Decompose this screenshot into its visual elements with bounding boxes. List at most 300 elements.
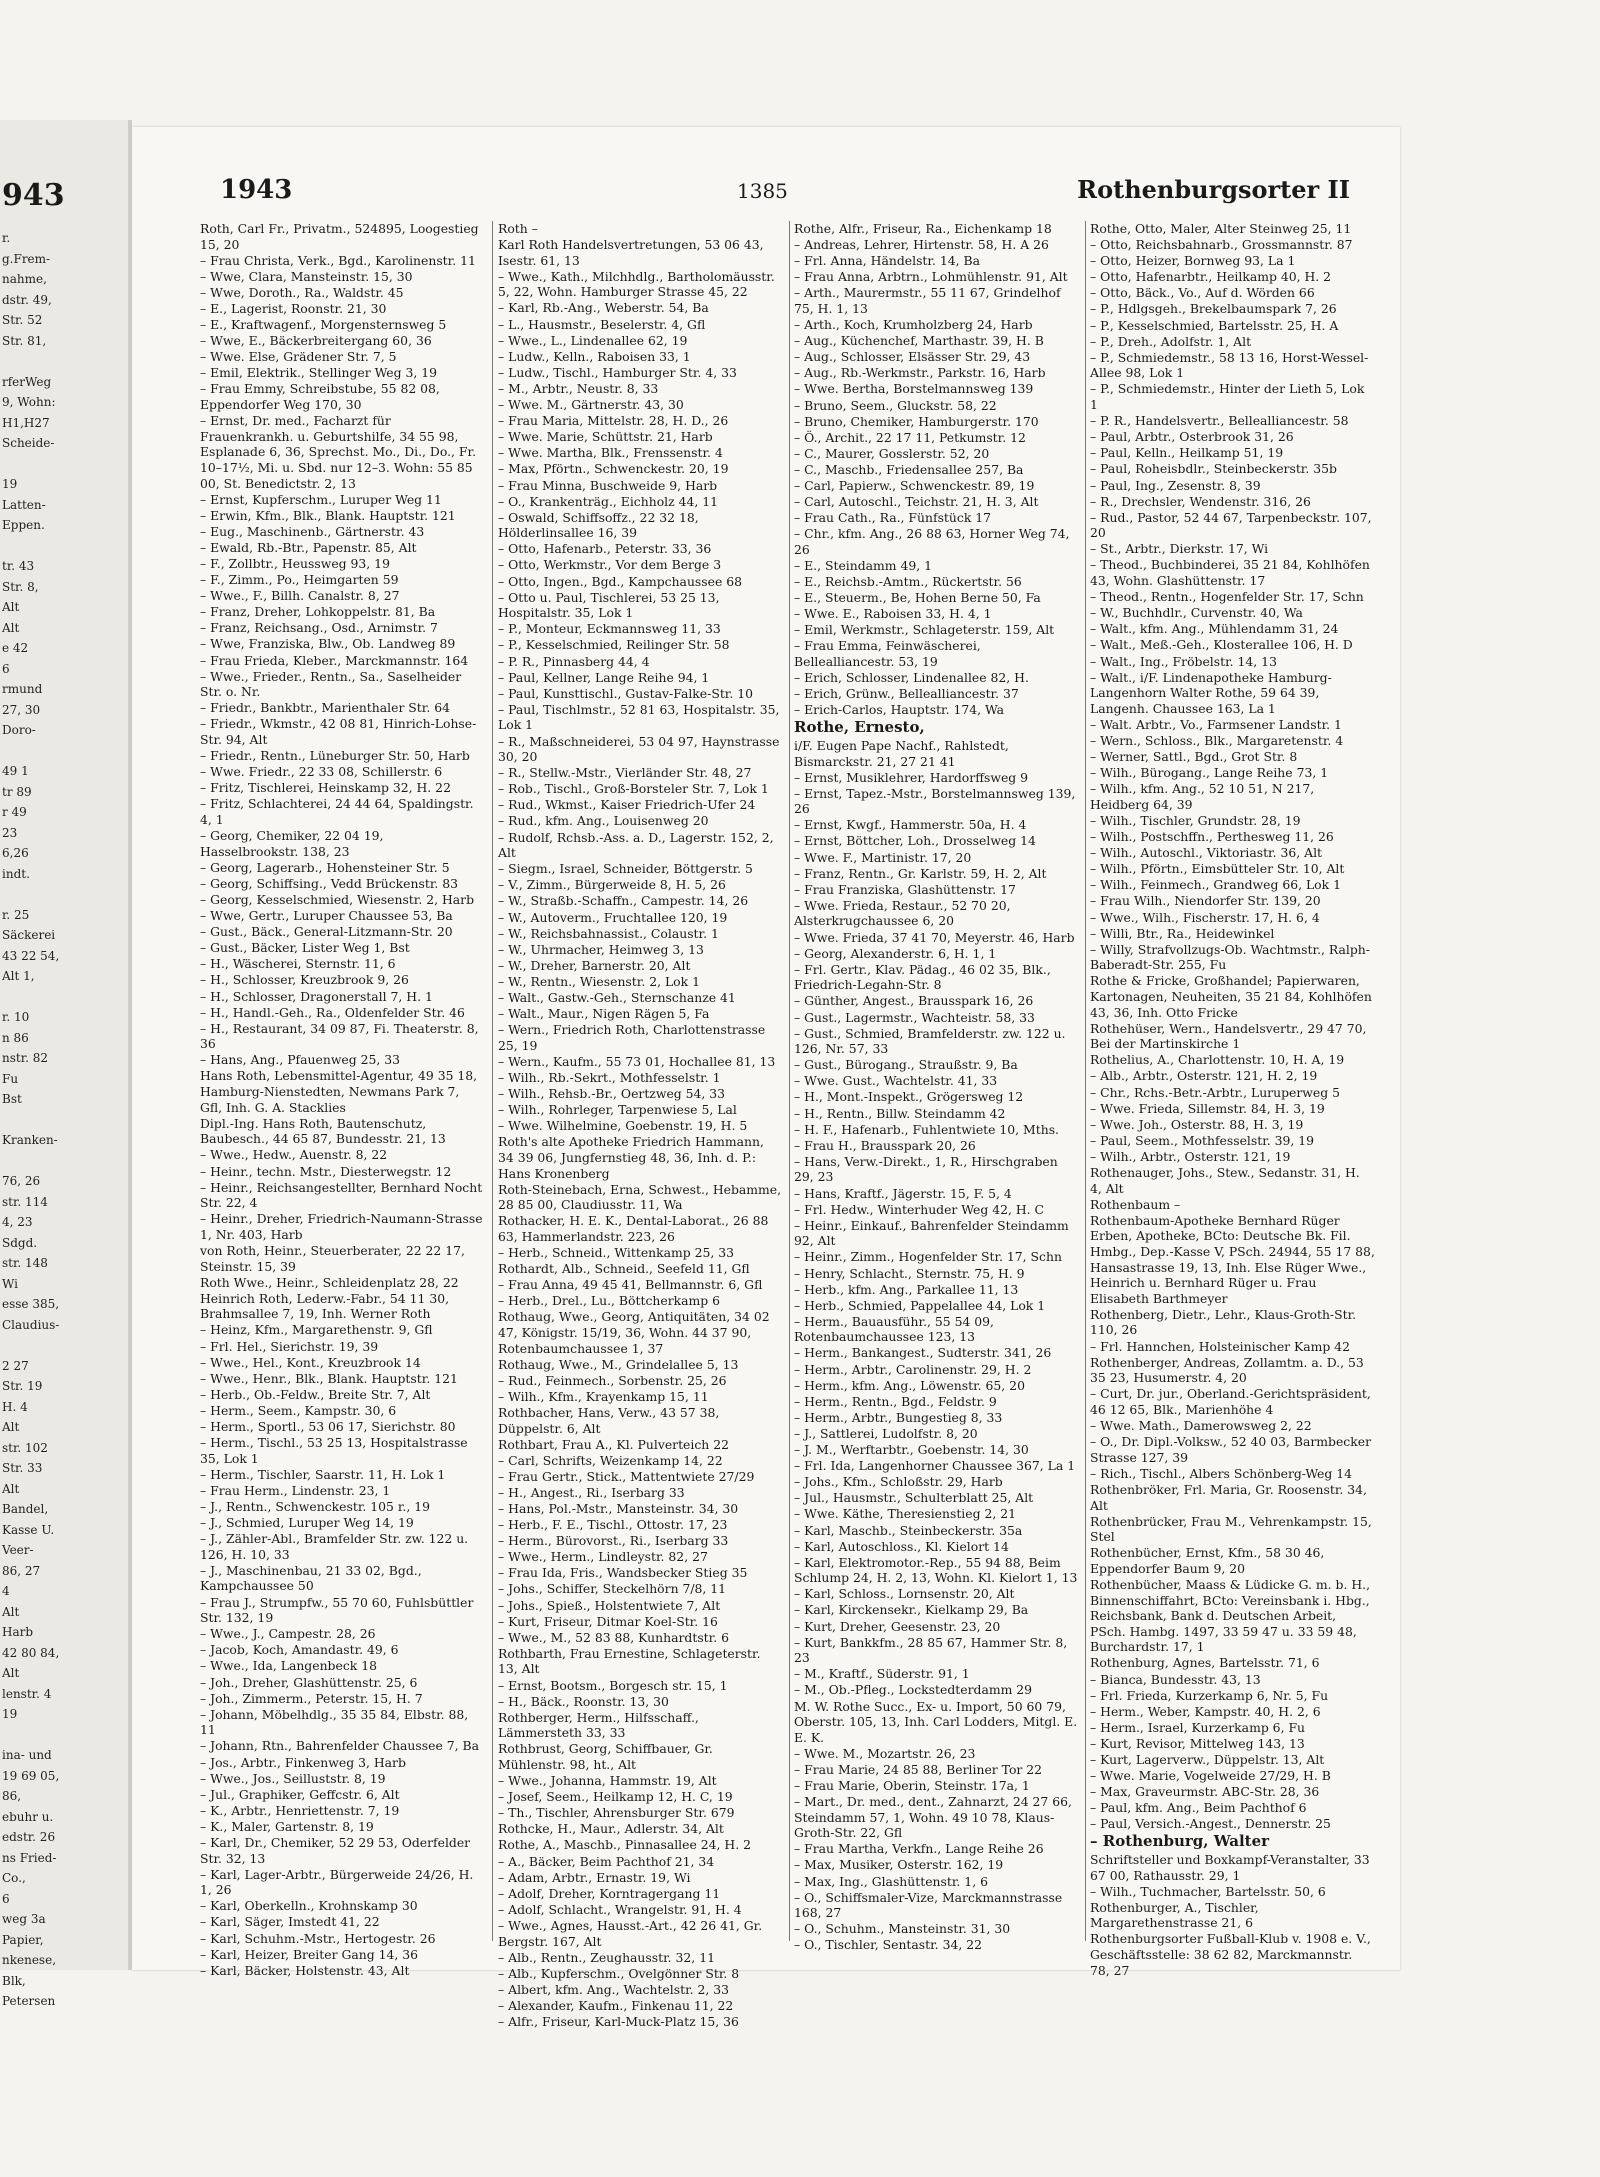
directory-entry: – Wilh., Postschffn., Perthesweg 11, 26 bbox=[1090, 829, 1334, 845]
directory-entry: – Adam, Arbtr., Ernastr. 19, Wi bbox=[498, 1869, 691, 1885]
facing-page-line bbox=[2, 454, 59, 475]
directory-entry: – Frau Cath., Ra., Fünfstück 17 bbox=[794, 510, 992, 526]
directory-entry: – Wwe, Gertr., Luruper Chaussee 53, Ba bbox=[200, 908, 453, 924]
column-3 bbox=[794, 221, 1079, 1953]
directory-entry: – Wilh., kfm. Ang., 52 10 51, N 217, Heidberg 64, 39 bbox=[1090, 781, 1315, 812]
directory-entry: – Friedr., Rentn., Lüneburger Str. 50, Harb bbox=[200, 748, 470, 764]
directory-entry: – Otto, Bäck., Vo., Auf d. Wörden 66 bbox=[1090, 285, 1315, 301]
directory-entry: – Alexander, Kaufm., Finkenau 11, 22 bbox=[498, 1997, 734, 2013]
directory-entry: – Max, Graveurmstr. ABC-Str. 28, 36 bbox=[1090, 1784, 1320, 1800]
directory-entry: – Karl, Lager-Arbtr., Bürgerweide 24/26, H. 1, 26 bbox=[200, 1866, 474, 1898]
directory-entry: – Karl, Heizer, Breiter Gang 14, 36 bbox=[200, 1946, 418, 1962]
facing-page-line: Alt bbox=[2, 1666, 20, 1680]
facing-page-line: str. 114 bbox=[2, 1194, 48, 1209]
directory-entry: – H., Schlosser, Kreuzbrook 9, 26 bbox=[200, 972, 409, 988]
facing-page-line: Alt bbox=[2, 1420, 20, 1434]
column-rule bbox=[1085, 221, 1086, 1941]
directory-entry: – Karl, Autoschloss., Kl. Kielort 14 bbox=[794, 1538, 1009, 1554]
directory-entry: – Wwe., Kath., Milchhdlg., Bartholomäusstr. 5, 22, Wohn. Hamburger Strasse 45, 22 bbox=[498, 268, 775, 300]
directory-entry: – Hans, Kraftf., Jägerstr. 15, F. 5, 4 bbox=[794, 1185, 1012, 1201]
directory-entry: – Johann, Rtn., Bahrenfelder Chaussee 7, Ba bbox=[200, 1738, 479, 1754]
directory-entry: – Gust., Bürogang., Straußstr. 9, Ba bbox=[794, 1057, 1018, 1073]
facing-page-line: tr 89 bbox=[2, 784, 32, 799]
directory-entry: – Herb., F. E., Tischl., Ottostr. 17, 23 bbox=[498, 1517, 728, 1533]
directory-entry: – P., Schmiedemstr., Hinter der Lieth 5, Lok 1 bbox=[1090, 381, 1365, 413]
facing-page-line: Veer- bbox=[2, 1543, 34, 1557]
directory-entry: – Herm., Israel, Kurzerkamp 6, Fu bbox=[1090, 1719, 1306, 1735]
directory-entry: – Frl. Anna, Händelstr. 14, Ba bbox=[794, 253, 980, 269]
directory-entry: – Paul, Kelln., Heilkamp 51, 19 bbox=[1090, 445, 1284, 461]
directory-entry: – Gust., Lagermstr., Wachteistr. 58, 33 bbox=[794, 1009, 1035, 1025]
directory-entry: – F., Zimm., Po., Heimgarten 59 bbox=[200, 572, 399, 588]
directory-entry: – Gust., Schmied, Bramfelderstr. zw. 122 u. 126, Nr. 57, 33 bbox=[794, 1025, 1066, 1057]
facing-page-line: rferWeg bbox=[2, 374, 52, 389]
directory-entry: – Rud., Feinmech., Sorbenstr. 25, 26 bbox=[498, 1372, 727, 1388]
directory-entry: – Theod., Rentn., Hogenfelder Str. 17, Schn bbox=[1090, 589, 1364, 605]
directory-entry: Rothe, Ernesto, bbox=[794, 718, 925, 737]
directory-entry: – Wwe., M., 52 83 88, Kunhardtstr. 6 bbox=[498, 1629, 729, 1645]
directory-entry: – W., Reichsbahnassist., Colaustr. 1 bbox=[498, 925, 719, 941]
directory-entry: – H. F., Hafenarb., Fuhlentwiete 10, Mths. bbox=[794, 1121, 1059, 1137]
running-title: Rothenburgsorter II bbox=[1077, 175, 1350, 204]
directory-entry: – Josef, Seem., Heilkamp 12, H. C, 19 bbox=[498, 1789, 733, 1805]
directory-entry: – H., Bäck., Roonstr. 13, 30 bbox=[498, 1693, 669, 1709]
directory-entry: – Emil, Werkmstr., Schlageterstr. 159, Alt bbox=[794, 622, 1055, 638]
directory-entry: – Karl, Schuhm.-Mstr., Hertogestr. 26 bbox=[200, 1930, 436, 1946]
facing-page-line: indt. bbox=[2, 866, 30, 881]
directory-entry: – Wwe. Math., Damerowsweg 2, 22 bbox=[1090, 1418, 1312, 1434]
directory-entry: – E., Steindamm 49, 1 bbox=[794, 557, 933, 573]
directory-entry: – Kurt, Dreher, Geesenstr. 23, 20 bbox=[794, 1618, 1001, 1634]
facing-page-line: e 42 bbox=[2, 641, 29, 655]
directory-entry: – Frau Gertr., Stick., Mattentwiete 27/29 bbox=[498, 1468, 755, 1484]
directory-entry: Rothardt, Alb., Schneid., Seefeld 11, Gfl bbox=[498, 1261, 750, 1277]
directory-entry: – Wilh., Arbtr., Osterstr. 121, 19 bbox=[1090, 1148, 1291, 1164]
facing-page-line: Alt bbox=[2, 1481, 20, 1496]
directory-entry: – Herm., Sportl., 53 06 17, Sierichstr. 80 bbox=[200, 1419, 456, 1435]
directory-entry: – Joh., Zimmerm., Peterstr. 15, H. 7 bbox=[200, 1690, 423, 1706]
directory-entry: – Friedr., Bankbtr., Marienthaler Str. 64 bbox=[200, 700, 450, 716]
facing-page-line: 23 bbox=[2, 825, 18, 840]
facing-page-line: Eppen. bbox=[2, 518, 45, 532]
directory-entry: – Aug., Schlosser, Elsässer Str. 29, 43 bbox=[794, 349, 1031, 365]
directory-entry: – Andreas, Lehrer, Hirtenstr. 58, H. A 26 bbox=[794, 237, 1049, 253]
directory-entry: Rothaug, Wwe., Georg, Antiquitäten, 34 02 47, Königstr. 15/19, 36, Wohn. 44 37 90, Rotenbaumchaussee 1, 37 bbox=[498, 1309, 770, 1356]
directory-entry: – Alb., Arbtr., Osterstr. 121, H. 2, 19 bbox=[1090, 1068, 1318, 1084]
facing-page-line: Latten- bbox=[2, 497, 46, 512]
directory-entry: Rothenbücher, Ernst, Kfm., 58 30 46, Eppendorfer Baum 9, 20 bbox=[1090, 1545, 1325, 1576]
directory-entry: – Otto, Heizer, Bornweg 93, La 1 bbox=[1090, 253, 1296, 269]
directory-entry: – Herm., Rentn., Bgd., Feldstr. 9 bbox=[794, 1393, 997, 1409]
facing-page-line: Säckerei bbox=[2, 928, 56, 942]
directory-entry: – Wwe., F., Billh. Canalstr. 8, 27 bbox=[200, 588, 400, 604]
directory-entry: – Paul, kfm. Ang., Beim Pachthof 6 bbox=[1090, 1800, 1307, 1816]
facing-page-line bbox=[2, 1110, 59, 1131]
facing-page-line: tr. 43 bbox=[2, 559, 35, 573]
directory-entry: – Jacob, Koch, Amandastr. 49, 6 bbox=[200, 1642, 399, 1658]
facing-page-line: edstr. 26 bbox=[2, 1830, 56, 1844]
facing-page-line: rmund bbox=[2, 682, 43, 696]
directory-entry: – Otto, Hafenarb., Peterstr. 33, 36 bbox=[498, 541, 712, 557]
directory-entry: – W., Straßb.-Schaffn., Campestr. 14, 26 bbox=[498, 893, 749, 909]
facing-page-line: 49 1 bbox=[2, 764, 29, 778]
directory-entry: – Frau Emmy, Schreibstube, 55 82 08, Eppendorfer Weg 170, 30 bbox=[200, 381, 440, 413]
directory-entry: – Aug., Rb.-Werkmstr., Parkstr. 16, Harb bbox=[794, 365, 1046, 381]
directory-entry: Roth-Steinebach, Erna, Schwest., Hebamme, 28 85 00, Claudiusstr. 11, Wa bbox=[498, 1181, 782, 1213]
facing-page-line: Blk, bbox=[2, 1973, 26, 1988]
directory-entry: Rothacker, H. E. K., Dental-Laborat., 26 88 63, Hammerlandstr. 223, 26 bbox=[498, 1213, 769, 1244]
directory-entry: – M., Arbtr., Neustr. 8, 33 bbox=[498, 380, 659, 396]
directory-entry: – Frau Emma, Feinwäscherei, Bellealliancestr. 53, 19 bbox=[794, 638, 981, 670]
facing-page-line: Str. 19 bbox=[2, 1379, 43, 1393]
directory-entry: – Herb., kfm. Ang., Parkallee 11, 13 bbox=[794, 1281, 1019, 1297]
facing-page-line: Harb bbox=[2, 1625, 34, 1639]
directory-entry: – Wwe., Jos., Seilluststr. 8, 19 bbox=[200, 1770, 386, 1786]
directory-entry: – Fritz, Schlachterei, 24 44 64, Spaldingstr. 4, 1 bbox=[200, 796, 474, 827]
directory-entry: – Franz, Rentn., Gr. Karlstr. 59, H. 2, Alt bbox=[794, 865, 1047, 881]
directory-entry: – Ludw., Tischl., Hamburger Str. 4, 33 bbox=[498, 364, 737, 380]
directory-entry: – Wilh., Rohrleger, Tarpenwiese 5, Lal bbox=[498, 1102, 737, 1118]
directory-entry: – Wilh., Rb.-Sekrt., Mothfesselstr. 1 bbox=[498, 1069, 721, 1085]
facing-page-line bbox=[2, 741, 59, 762]
facing-page-line: 42 80 84, bbox=[2, 1645, 60, 1660]
directory-entry: – R., Drechsler, Wendenstr. 316, 26 bbox=[1090, 493, 1311, 509]
facing-page-line: 2 27 bbox=[2, 1358, 29, 1373]
directory-entry: – Alfr., Friseur, Karl-Muck-Platz 15, 36 bbox=[498, 2014, 739, 2029]
directory-entry: Rothelius, A., Charlottenstr. 10, H. A, 19 bbox=[1090, 1052, 1345, 1068]
directory-entry: – Ewald, Rb.-Btr., Papenstr. 85, Alt bbox=[200, 539, 417, 555]
directory-entry: von Roth, Heinr., Steuerberater, 22 22 17, Steinstr. 15, 39 bbox=[200, 1243, 465, 1274]
column-2 bbox=[498, 221, 783, 2029]
directory-entry: – C., Maschb., Friedensallee 257, Ba bbox=[794, 461, 1024, 477]
directory-entry: – Wwe. M., Gärtnerstr. 43, 30 bbox=[498, 397, 684, 413]
directory-entry: – H., Rentn., Billw. Steindamm 42 bbox=[794, 1105, 1006, 1121]
directory-entry: – Wern., Schloss., Blk., Margaretenstr. 4 bbox=[1090, 733, 1344, 748]
facing-page-line: r 49 bbox=[2, 805, 27, 819]
directory-entry: – Frl. Gertr., Klav. Pädag., 46 02 35, Blk., Friedrich-Legahn-Str. 8 bbox=[794, 961, 1051, 993]
facing-page-line: 19 bbox=[2, 1707, 18, 1721]
directory-entry: – Rob., Tischl., Groß-Borsteler Str. 7, Lok 1 bbox=[498, 781, 769, 797]
directory-entry: – O., Dr. Dipl.-Volksw., 52 40 03, Barmbecker Strasse 127, 39 bbox=[1090, 1434, 1372, 1465]
facing-page-line: 4 bbox=[2, 1584, 10, 1598]
directory-entry: – Herm., Bauausführ., 55 54 09, Rotenbaumchaussee 123, 13 bbox=[794, 1313, 994, 1345]
directory-entry: – Frl. Hel., Sierichstr. 19, 39 bbox=[200, 1338, 379, 1354]
directory-entry: – Wwe., Wilh., Fischerstr. 17, H. 6, 4 bbox=[1090, 909, 1320, 925]
directory-entry: – Wern., Kaufm., 55 73 01, Hochallee 81, 13 bbox=[498, 1053, 776, 1069]
directory-entry: – Bruno, Chemiker, Hamburgerstr. 170 bbox=[794, 413, 1039, 429]
column-4 bbox=[1090, 221, 1375, 1978]
facing-page-line: Doro- bbox=[2, 723, 36, 737]
directory-entry: – Max, Musiker, Osterstr. 162, 19 bbox=[794, 1857, 1004, 1873]
directory-entry: – Georg, Schiffsing., Vedd Brückenstr. 83 bbox=[200, 875, 459, 891]
directory-entry: – Chr., kfm. Ang., 26 88 63, Horner Weg 74, 26 bbox=[794, 526, 1070, 557]
directory-entry: Rothe, Otto, Maler, Alter Steinweg 25, 11 bbox=[1090, 221, 1352, 236]
directory-entry: – Herm., Tischl., 53 25 13, Hospitalstrasse 35, Lok 1 bbox=[200, 1435, 468, 1466]
directory-entry: Roth's alte Apotheke Friedrich Hammann, 34 39 06, Jungfernstieg 48, 36, Inh. d. P.: Hans Kronenberg bbox=[498, 1134, 764, 1181]
directory-entry: – Wwe, Clara, Mansteinstr. 15, 30 bbox=[200, 268, 413, 284]
directory-entry: – Paul, Seem., Mothfesselstr. 39, 19 bbox=[1090, 1132, 1315, 1148]
facing-page-line bbox=[2, 351, 59, 372]
directory-entry: – Georg, Kesselschmied, Wiesenstr. 2, Harb bbox=[200, 891, 475, 907]
directory-entry: – Herm., Tischler, Saarstr. 11, H. Lok 1 bbox=[200, 1466, 446, 1482]
directory-entry: – Otto, Werkmstr., Vor dem Berge 3 bbox=[498, 557, 722, 573]
directory-entry: – Kurt, Bankkfm., 28 85 67, Hammer Str. 8, 23 bbox=[794, 1634, 1068, 1666]
facing-page-line: 6 bbox=[2, 661, 10, 676]
directory-entry: – Herm., Arbtr., Bungestieg 8, 33 bbox=[794, 1409, 1003, 1425]
directory-entry: – Wwe. E., Raboisen 33, H. 4, 1 bbox=[794, 606, 992, 622]
directory-entry: – Ernst, Dr. med., Facharzt für Frauenkrankh. u. Geburtshilfe, 34 55 98, Esplanade 6, 36, Sprechst. Mo., Di., Do., Fr. 10–17½, Mi. u. Sbd. nur 12–3. Wohn: 55 85 00, St. Benedictstr. 2, 13 bbox=[200, 413, 477, 491]
directory-entry: Rothbarth, Frau Ernestine, Schlageterstr. 13, Alt bbox=[498, 1645, 761, 1677]
directory-entry: – W., Buchhdlr., Curvenstr. 40, Wa bbox=[1090, 605, 1303, 621]
directory-entry: – Walt., i/F. Lindenapotheke Hamburg-Langenhorn Walter Rothe, 59 64 39, Langenh. Chaussee 163, La 1 bbox=[1090, 669, 1332, 716]
facing-page-line: Bst bbox=[2, 1092, 22, 1106]
directory-entry: – Gust., Bäcker, Lister Weg 1, Bst bbox=[200, 940, 410, 956]
facing-page-line: ina- und bbox=[2, 1748, 52, 1762]
directory-entry: – Karl, Oberkelln., Krohnskamp 30 bbox=[200, 1898, 418, 1914]
directory-entry: – Henry, Schlacht., Sternstr. 75, H. 9 bbox=[794, 1265, 1025, 1281]
facing-page-line: Fu bbox=[2, 1071, 19, 1086]
facing-page-line: str. 148 bbox=[2, 1256, 48, 1270]
directory-entry: Rothe & Fricke, Großhandel; Papierwaren, Kartonagen, Neuheiten, 35 21 84, Kohlhöfen 43, 36, Inh. Otto Fricke bbox=[1090, 973, 1372, 1020]
directory-entry: – Mart., Dr. med., dent., Zahnarzt, 24 27 66, Steindamm 57, 1, Wohn. 49 10 78, Klaus-Groth-Str. 22, Gfl bbox=[794, 1794, 1072, 1841]
directory-entry: – Karl, Rb.-Ang., Weberstr. 54, Ba bbox=[498, 300, 709, 316]
directory-entry: – Kurt, Friseur, Ditmar Koel-Str. 16 bbox=[498, 1613, 718, 1629]
directory-entry: – Herb., Schneid., Wittenkamp 25, 33 bbox=[498, 1245, 735, 1260]
directory-entry: – Herb., Ob.-Feldw., Breite Str. 7, Alt bbox=[200, 1386, 431, 1402]
directory-entry: – P., Kesselschmied, Reilinger Str. 58 bbox=[498, 637, 730, 653]
directory-entry: – Frl. Ida, Langenhorner Chaussee 367, La 1 bbox=[794, 1458, 1076, 1474]
facing-page-line: Wi bbox=[2, 1276, 18, 1291]
directory-entry: – Heinr., Einkauf., Bahrenfelder Steindamm 92, Alt bbox=[794, 1217, 1069, 1249]
directory-entry: – H., Wäscherei, Sternstr. 11, 6 bbox=[200, 956, 396, 972]
directory-entry: – Wwe. Frieda, 37 41 70, Meyerstr. 46, Harb bbox=[794, 929, 1075, 945]
directory-entry: – R., Maßschneiderei, 53 04 97, Haynstrasse 30, 20 bbox=[498, 733, 780, 765]
directory-entry: – Georg, Lagerarb., Hohensteiner Str. 5 bbox=[200, 859, 450, 875]
facing-page-line: Papier, bbox=[2, 1932, 44, 1947]
directory-entry: – E., Reichsb.-Amtm., Rückertstr. 56 bbox=[794, 574, 1022, 590]
directory-entry: – C., Maurer, Gosslerstr. 52, 20 bbox=[794, 445, 990, 461]
directory-entry: Roth Wwe., Heinr., Schleidenplatz 28, 22 bbox=[200, 1274, 459, 1290]
directory-entry: Roth – bbox=[498, 221, 538, 236]
page-number: 1385 bbox=[737, 179, 788, 203]
directory-entry: – H., Angest., Ri., Iserbarg 33 bbox=[498, 1484, 685, 1500]
directory-entry: – Erich, Schlosser, Lindenallee 82, H. bbox=[794, 670, 1029, 686]
directory-entry: – Paul, Kellner, Lange Reihe 94, 1 bbox=[498, 669, 710, 685]
directory-entry: – J., Rentn., Schwenckestr. 105 r., 19 bbox=[200, 1499, 430, 1514]
directory-entry: – Wilh., Kfm., Krayenkamp 15, 11 bbox=[498, 1388, 709, 1404]
directory-entry: – Kurt, Lagerverw., Düppelstr. 13, Alt bbox=[1090, 1752, 1325, 1767]
directory-entry: – Arth., Maurermstr., 55 11 67, Grindelhof 75, H. 1, 13 bbox=[794, 285, 1061, 316]
directory-entry: – Paul, Arbtr., Osterbrook 31, 26 bbox=[1090, 429, 1294, 445]
directory-entry: – Wwe. Frieda, Sillemstr. 84, H. 3, 19 bbox=[1090, 1100, 1325, 1116]
directory-entry: – Ö., Archit., 22 17 11, Petkumstr. 12 bbox=[794, 429, 1026, 445]
directory-entry: – Karl, Maschb., Steinbeckerstr. 35a bbox=[794, 1522, 1023, 1538]
directory-entry: – J., Zähler-Abl., Bramfelder Str. zw. 122 u. 126, H. 10, 33 bbox=[200, 1531, 469, 1562]
facing-page-line bbox=[2, 536, 59, 557]
directory-entry: – Bianca, Bundesstr. 43, 13 bbox=[1090, 1671, 1261, 1687]
directory-entry: – Wwe. M., Mozartstr. 26, 23 bbox=[794, 1745, 976, 1761]
directory-entry: – Heinr., Dreher, Friedrich-Naumann-Strasse 1, Nr. 403, Harb bbox=[200, 1211, 483, 1242]
directory-entry: – O., Tischler, Sentastr. 34, 22 bbox=[794, 1937, 982, 1953]
directory-entry: – Wwe. Käthe, Theresienstieg 2, 21 bbox=[794, 1506, 1016, 1522]
directory-entry: Roth, Carl Fr., Privatm., 524895, Loogestieg 15, 20 bbox=[200, 221, 479, 252]
directory-entry: – Carl, Papierw., Schwenckestr. 89, 19 bbox=[794, 478, 1035, 493]
directory-entry: – Wwe., Ida, Langenbeck 18 bbox=[200, 1658, 377, 1674]
directory-entry: Rothenbröker, Frl. Maria, Gr. Roosenstr. 34, Alt bbox=[1090, 1481, 1367, 1513]
directory-entry: – Franz, Dreher, Lohkoppelstr. 81, Ba bbox=[200, 604, 436, 620]
directory-entry: – Wilh., Pförtn., Eimsbütteler Str. 10, Alt bbox=[1090, 861, 1345, 877]
directory-entry: – P. R., Handelsvertr., Bellealliancestr. 58 bbox=[1090, 413, 1349, 429]
facing-page-line: r. 25 bbox=[2, 907, 30, 922]
directory-entry: – Wilh., Rehsb.-Br., Oertzweg 54, 33 bbox=[498, 1086, 726, 1102]
directory-entry: – Wwe. Martha, Blk., Frenssenstr. 4 bbox=[498, 445, 723, 461]
directory-entry: – Rud., Wkmst., Kaiser Friedrich-Ufer 24 bbox=[498, 797, 756, 813]
directory-entry: Rothenbücher, Maass & Lüdicke G. m. b. H., Binnenschiffahrt, BCto: Vereinsbank i. Hbg., Reichsbank, Bank d. Deutschen Arbeit, PSch. Hambg. 1497, 33 59 47 u. 33 59 48, Burchardstr. 17, 1 bbox=[1090, 1576, 1371, 1655]
directory-entry: – Rich., Tischl., Albers Schönberg-Weg 14 bbox=[1090, 1465, 1353, 1481]
directory-entry: – F., Zollbtr., Heussweg 93, 19 bbox=[200, 555, 390, 571]
directory-entry: – Frau Marie, Oberin, Steinstr. 17a, 1 bbox=[794, 1778, 1030, 1793]
directory-entry: – K., Arbtr., Henriettenstr. 7, 19 bbox=[200, 1802, 400, 1818]
directory-entry: – Siegm., Israel, Schneider, Böttgerstr. 5 bbox=[498, 861, 753, 877]
directory-entry: – L., Hausmstr., Beselerstr. 4, Gfl bbox=[498, 316, 706, 332]
directory-entry: – Karl, Elektromotor.-Rep., 55 94 88, Beim Schlump 24, H. 2, 13, Wohn. Kl. Kielort 1, 13 bbox=[794, 1554, 1078, 1586]
directory-entry: – Wwe., Hel., Kont., Kreuzbrook 14 bbox=[200, 1354, 421, 1370]
directory-entry: Rothenbaum-Apotheke Bernhard Rüger Erben, Apotheke, BCto: Deutsche Bk. Fil. Hmbg., Dep.-Kasse V, PSch. 24944, 55 17 88, Hansastrasse 19, 13, Inh. Else Rüger Wwe., Heinrich u. Bernhard Rüger u. Frau Elisabeth Barthmeyer bbox=[1090, 1212, 1375, 1306]
directory-entry: – W., Autoverm., Fruchtallee 120, 19 bbox=[498, 909, 728, 925]
directory-entry: – Werner, Sattl., Bgd., Grot Str. 8 bbox=[1090, 749, 1298, 765]
directory-entry: – Hans, Verw.-Direkt., 1, R., Hirschgraben 29, 23 bbox=[794, 1153, 1058, 1185]
directory-entry: Rothenbrücker, Frau M., Vehrenkampstr. 15, Stel bbox=[1090, 1513, 1372, 1545]
directory-entry: – Wwe. Marie, Vogelweide 27/29, H. B bbox=[1090, 1768, 1331, 1784]
directory-entry: – Wwe. Joh., Osterstr. 88, H. 3, 19 bbox=[1090, 1116, 1304, 1132]
directory-entry: – Fritz, Tischlerei, Heinskamp 32, H. 22 bbox=[200, 780, 451, 796]
directory-entry: Rothbart, Frau A., Kl. Pulverteich 22 bbox=[498, 1436, 729, 1452]
directory-entry: – Hans, Ang., Pfauenweg 25, 33 bbox=[200, 1052, 401, 1068]
directory-entry: – Theod., Buchbinderei, 35 21 84, Kohlhöfen 43, Wohn. Glashüttenstr. 17 bbox=[1090, 557, 1370, 589]
directory-entry: – Ernst, Böttcher, Loh., Drosselweg 14 bbox=[794, 833, 1036, 849]
facing-page-line: Str. 8, bbox=[2, 579, 39, 594]
directory-entry: – M., Ob.-Pfleg., Lockstedterdamm 29 bbox=[794, 1682, 1033, 1698]
facing-page-edge bbox=[0, 120, 128, 2008]
facing-page-line: nstr. 82 bbox=[2, 1051, 49, 1065]
directory-entry: – Rothenburg, Walter bbox=[1090, 1832, 1270, 1851]
facing-page-line: Petersen bbox=[2, 1994, 56, 2008]
directory-entry: – Ernst, Kwgf., Hammerstr. 50a, H. 4 bbox=[794, 817, 1027, 833]
directory-entry: – Friedr., Wkmstr., 42 08 81, Hinrich-Lohse-Str. 94, Alt bbox=[200, 716, 477, 747]
directory-entry: – Herb., Drel., Lu., Böttcherkamp 6 bbox=[498, 1293, 721, 1309]
directory-entry: – Frl. Frieda, Kurzerkamp 6, Nr. 5, Fu bbox=[1090, 1687, 1329, 1703]
facing-page-line: Alt bbox=[2, 620, 20, 635]
directory-entry: – Heinz, Kfm., Margarethenstr. 9, Gfl bbox=[200, 1322, 433, 1338]
facing-page-text bbox=[2, 228, 59, 2012]
directory-entry: – Eug., Maschinenb., Gärtnerstr. 43 bbox=[200, 523, 425, 539]
facing-page-line: Kasse U. bbox=[2, 1522, 55, 1537]
directory-entry: – Walt., kfm. Ang., Mühlendamm 31, 24 bbox=[1090, 621, 1339, 637]
directory-entry: – Frau H., Brausspark 20, 26 bbox=[794, 1137, 976, 1153]
directory-entry: – Herm., Arbtr., Carolinenstr. 29, H. 2 bbox=[794, 1361, 1032, 1377]
directory-entry: – Wwe., Hedw., Auenstr. 8, 22 bbox=[200, 1147, 388, 1163]
directory-entry: Rothenauger, Johs., Stew., Sedanstr. 31, H. 4, Alt bbox=[1090, 1165, 1360, 1196]
directory-entry: – W., Uhrmacher, Heimweg 3, 13 bbox=[498, 941, 704, 957]
directory-entry: Rothaug, Wwe., M., Grindelallee 5, 13 bbox=[498, 1356, 739, 1372]
directory-entry: – Frl. Hannchen, Holsteinischer Kamp 42 bbox=[1090, 1338, 1351, 1354]
facing-page-line: Alt bbox=[2, 1604, 20, 1619]
directory-entry: – Jul., Hausmstr., Schulterblatt 25, Alt bbox=[794, 1490, 1034, 1506]
directory-entry: – Wwe, Franziska, Blw., Ob. Landweg 89 bbox=[200, 636, 456, 652]
directory-entry: – P., Monteur, Eckmannsweg 11, 33 bbox=[498, 621, 721, 637]
facing-page-line: Kranken- bbox=[2, 1133, 58, 1147]
directory-entry: – Alb., Kupferschm., Ovelgönner Str. 8 bbox=[498, 1965, 740, 1981]
directory-entry: – Rud., Pastor, 52 44 67, Tarpenbeckstr. 107, 20 bbox=[1090, 509, 1372, 541]
directory-entry: Rothenburg, Agnes, Bartelsstr. 71, 6 bbox=[1090, 1655, 1320, 1671]
directory-entry: Rothenberger, Andreas, Zollamtm. a. D., 53 35 23, Husumerstr. 4, 20 bbox=[1090, 1354, 1364, 1386]
facing-page-line: Str. 81, bbox=[2, 333, 47, 348]
directory-entry: – Paul, Versich.-Angest., Dennerstr. 25 bbox=[1090, 1816, 1331, 1832]
facing-page-line: str. 102 bbox=[2, 1440, 48, 1455]
facing-page-line: Sdgd. bbox=[2, 1235, 38, 1250]
directory-entry: Rothbacher, Hans, Verw., 43 57 38, Düppelstr. 6, Alt bbox=[498, 1404, 720, 1436]
directory-entry: – J., Maschinenbau, 21 33 02, Bgd., Kampchaussee 50 bbox=[200, 1562, 422, 1594]
directory-entry: – Wwe. Wilhelmine, Goebenstr. 19, H. 5 bbox=[498, 1118, 748, 1134]
directory-entry: – Erich-Carlos, Hauptstr. 174, Wa bbox=[794, 702, 1005, 718]
directory-entry: – Johs., Spieß., Holstentwiete 7, Alt bbox=[498, 1597, 721, 1613]
directory-entry: – A., Bäcker, Beim Pachthof 21, 34 bbox=[498, 1853, 715, 1869]
directory-entry: i/F. Eugen Pape Nachf., Rahlstedt, Bismarckstr. 21, 27 21 41 bbox=[794, 737, 1009, 769]
directory-entry: – Walt. Arbtr., Vo., Farmsener Landstr. 1 bbox=[1090, 716, 1342, 732]
directory-entry: – Wwe. Gust., Wachtelstr. 41, 33 bbox=[794, 1073, 998, 1089]
facing-page-line bbox=[2, 1151, 59, 1172]
directory-entry: – Otto, Hafenarbtr., Heilkamp 40, H. 2 bbox=[1090, 269, 1332, 285]
directory-entry: – Wilh., Autoschl., Viktoriastr. 36, Alt bbox=[1090, 845, 1323, 861]
directory-entry: Rothberger, Herm., Hilfsschaff., Lämmersteth 33, 33 bbox=[498, 1709, 699, 1741]
directory-entry: – Jul., Graphiker, Geffcstr. 6, Alt bbox=[200, 1786, 400, 1802]
directory-entry: – Joh., Dreher, Glashüttenstr. 25, 6 bbox=[200, 1674, 418, 1690]
directory-entry: – Wwe., J., Campestr. 28, 26 bbox=[200, 1626, 376, 1642]
facing-page-line: 4, 23 bbox=[2, 1215, 33, 1229]
directory-entry: – Wwe. Friedr., 22 33 08, Schillerstr. 6 bbox=[200, 764, 443, 780]
directory-entry: – E., Kraftwagenf., Morgensternsweg 5 bbox=[200, 317, 447, 333]
directory-entry: – Herb., Schmied, Pappelallee 44, Lok 1 bbox=[794, 1297, 1046, 1313]
facing-page-line: dstr. 49, bbox=[2, 292, 52, 307]
directory-entry: – Ernst, Kupferschm., Luruper Weg 11 bbox=[200, 491, 442, 507]
directory-entry: – V., Zimm., Bürgerweide 8, H. 5, 26 bbox=[498, 877, 726, 893]
directory-entry: – Oswald, Schiffsoffz., 22 32 18, Hölderlinsallee 16, 39 bbox=[498, 509, 699, 541]
directory-entry: Rothenburger, A., Tischler, Margarethenstrasse 21, 6 bbox=[1090, 1899, 1259, 1931]
directory-entry: – Wwe. Frieda, Restaur., 52 70 20, Alsterkrugchaussee 6, 20 bbox=[794, 897, 1011, 929]
directory-entry: Rothehüser, Wern., Handelsvertr., 29 47 70, Bei der Martinskirche 1 bbox=[1090, 1020, 1367, 1052]
directory-entry: – Frau Martha, Verkfn., Lange Reihe 26 bbox=[794, 1841, 1044, 1857]
directory-entry: – E., Steuerm., Be, Hohen Berne 50, Fa bbox=[794, 590, 1041, 606]
directory-entry: – Carl, Autoschl., Teichstr. 21, H. 3, Alt bbox=[794, 494, 1039, 510]
facing-page-line bbox=[2, 1335, 59, 1356]
directory-entry: – Frau Ida, Fris., Wandsbecker Stieg 35 bbox=[498, 1565, 748, 1581]
directory-entry: – Frau Wilh., Niendorfer Str. 139, 20 bbox=[1090, 893, 1321, 909]
directory-entry: – Karl, Säger, Imstedt 41, 22 bbox=[200, 1914, 380, 1930]
facing-page-line: 76, 26 bbox=[2, 1174, 41, 1188]
directory-entry: – Paul, Tischlmstr., 52 81 63, Hospitalstr. 35, Lok 1 bbox=[498, 701, 780, 733]
directory-entry: Rothenberg, Dietr., Lehr., Klaus-Groth-Str. 110, 26 bbox=[1090, 1306, 1357, 1338]
directory-entry: Rothe, Alfr., Friseur, Ra., Eichenkamp 18 bbox=[794, 221, 1052, 236]
directory-entry: – Ernst, Tapez.-Mstr., Borstelmannsweg 139, 26 bbox=[794, 785, 1076, 817]
directory-entry: – Wilh., Tuchmacher, Bartelsstr. 50, 6 bbox=[1090, 1883, 1326, 1899]
directory-entry: Schriftsteller und Boxkampf-Veranstalter, 33 67 00, Rathausstr. 29, 1 bbox=[1090, 1851, 1370, 1883]
facing-page-line: 43 22 54, bbox=[2, 948, 60, 963]
directory-entry: – K., Maler, Gartenstr. 8, 19 bbox=[200, 1818, 374, 1834]
facing-page-line: Co., bbox=[2, 1871, 26, 1885]
directory-entry: Hans Roth, Lebensmittel-Agentur, 49 35 18, Hamburg-Nienstedten, Newmans Park 7, Gfl, Inh. G. A. Stacklies bbox=[200, 1068, 478, 1115]
facing-page-line: 9, Wohn: bbox=[2, 395, 56, 409]
directory-entry: – Ludw., Kelln., Raboisen 33, 1 bbox=[498, 348, 691, 364]
